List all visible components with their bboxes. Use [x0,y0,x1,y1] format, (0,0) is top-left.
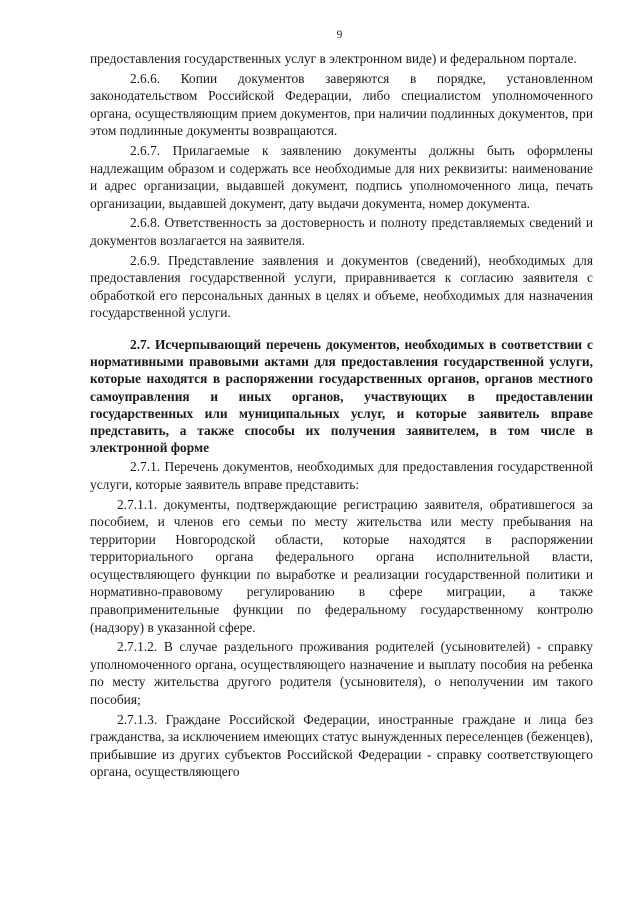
paragraph-2-6-8: 2.6.8. Ответственность за достоверность и полноту представляемых сведений и документов возлагается на заявителя. [90,215,593,248]
paragraph-2-6-6: 2.6.6. Копии документов заверяются в порядке, установленном законодательством Российской Федерации, либо специалистом уполномоченного органа, осуществляющим прием документов, при наличии подлинных документов, при этом подлинные документы возвращаются. [90,70,593,139]
paragraph-continuation: предоставления государственных услуг в электронном виде) и федеральном портале. [90,51,577,66]
page-number: 9 [336,29,343,41]
paragraph-2-7-1: 2.7.1. Перечень документов, необходимых для предоставления государственной услуги, которые заявитель вправе представить: [90,459,593,492]
paragraph-2-7-1-1: 2.7.1.1. документы, подтверждающие регистрацию заявителя, обратившегося за пособием, и членов его семьи по месту жительства или месту пребывания на территории Новгородской области, которые находятся в распоряжении территориального органа федерального органа исполнительной власти, осуществляющего функции по выработке и реализации государственной политики и нормативно-правовому регулированию в сфере миграции, а также правоприменительные функции по федеральному государственному контролю (надзору) в указанной сфере. [90,496,593,635]
paragraph-2-6-9: 2.6.9. Представление заявления и документов (сведений), необходимых для предоставления государственной услуги, приравнивается к согласию заявителя с обработкой его персональных данных в целях и объеме, необходимых для назначения государственной услуги. [90,252,593,321]
section-heading-2-7: 2.7. Исчерпывающий перечень документов, необходимых в соответствии с нормативными правовыми актами для предоставления государственной услуги, которые находятся в распоряжении государственных органов, органов местного самоуправления и иных органов, участвующих в предоставлении государственных или муниципальных услуг, и которые заявитель вправе представить, а также способы их получения заявителем, в том числе в электронной форме [90,336,593,456]
paragraph-2-6-7: 2.6.7. Прилагаемые к заявлению документы должны быть оформлены надлежащим образом и содержать все необходимые для них реквизиты: наименование и адрес организации, выдавшей документ, подпись уполномоченного лица, печать организации, выдавшей документ, дату выдачи документа, номер документа. [90,142,593,211]
paragraph-2-7-1-3: 2.7.1.3. Граждане Российской Федерации, иностранные граждане и лица без гражданства, за исключением имеющих статус вынужденных переселенцев (беженцев), прибывшие из других субъектов Российской Федерации - справку соответствующего органа, осуществляющего [90,711,593,780]
paragraph-2-7-1-2: 2.7.1.2. В случае раздельного проживания родителей (усыновителей) - справку уполномоченного органа, осуществляющего назначение и выплату пособия на ребенка по месту жительства другого родителя (усыновителя), о неполучении им такого пособия; [90,639,593,708]
